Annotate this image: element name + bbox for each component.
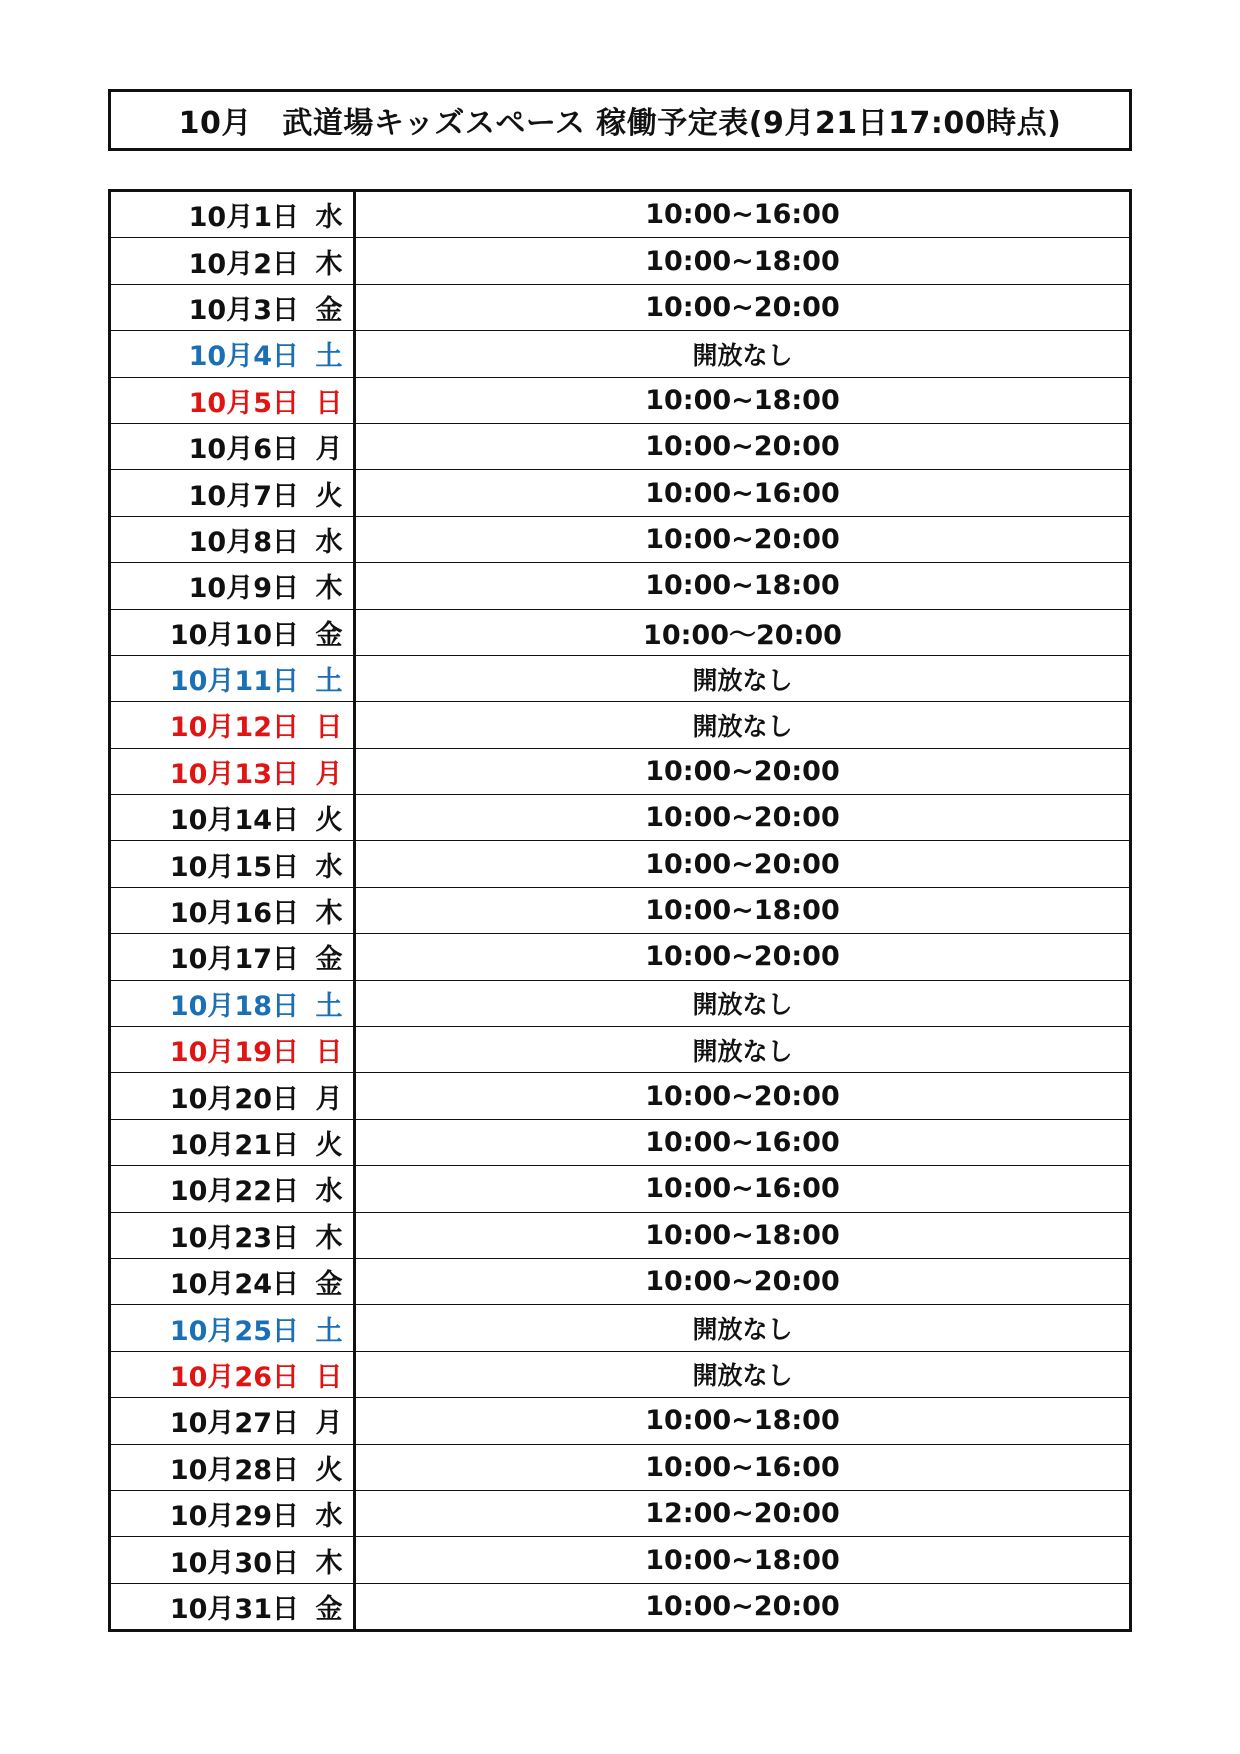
- hours-cell: [355, 1444, 1131, 1490]
- day-of-week-label: 木: [315, 1222, 343, 1254]
- table-row: [110, 702, 1131, 748]
- hours-cell: [355, 563, 1131, 609]
- date-label: 10月24日: [169, 1269, 299, 1301]
- opening-hours: 10:00~16:00: [645, 1173, 840, 1205]
- opening-hours: 開放なし: [692, 711, 793, 741]
- hours-cell: [355, 1490, 1131, 1536]
- day-of-week-label: 月: [315, 758, 343, 790]
- date-label: 10月22日: [169, 1176, 299, 1208]
- day-of-week-label: 木: [315, 573, 343, 605]
- date-label: 10月7日: [188, 480, 299, 512]
- table-row: [110, 1305, 1131, 1351]
- hours-cell: [355, 934, 1131, 980]
- day-of-week-label: 日: [315, 1361, 343, 1393]
- day-of-week-label: 日: [315, 1037, 343, 1069]
- hours-cell: [355, 1166, 1131, 1212]
- opening-hours: 10:00~18:00: [645, 1219, 840, 1251]
- date-label: 10月1日: [188, 202, 299, 234]
- table-row: [110, 470, 1131, 516]
- hours-cell: [355, 191, 1131, 238]
- table-row: [110, 1258, 1131, 1304]
- hours-cell: [355, 423, 1131, 469]
- table-row: [110, 331, 1131, 377]
- table-row: [110, 1119, 1131, 1165]
- date-label: 10月28日: [169, 1454, 299, 1486]
- day-of-week-label: 火: [315, 805, 343, 837]
- opening-hours: 10:00~16:00: [645, 477, 840, 509]
- opening-hours: 10:00~20:00: [645, 802, 840, 834]
- hours-cell: [355, 1398, 1131, 1444]
- hours-cell: [355, 1212, 1131, 1258]
- opening-hours: 開放なし: [692, 1315, 793, 1345]
- table-row: [110, 516, 1131, 562]
- date-cell: [110, 1258, 355, 1304]
- day-of-week-label: 月: [315, 1083, 343, 1115]
- date-cell: [110, 191, 355, 238]
- date-cell: [110, 1398, 355, 1444]
- date-label: 10月27日: [169, 1408, 299, 1440]
- day-of-week-label: 土: [315, 666, 343, 698]
- table-row: [110, 284, 1131, 330]
- hours-cell: [355, 1073, 1131, 1119]
- hours-cell: [355, 1027, 1131, 1073]
- opening-hours: 開放なし: [692, 1361, 793, 1391]
- opening-hours: 10:00~18:00: [645, 1405, 840, 1437]
- opening-hours: 10:00~16:00: [645, 1127, 840, 1158]
- day-of-week-label: 土: [315, 1315, 343, 1347]
- date-cell: [110, 377, 355, 423]
- date-label: 10月30日: [169, 1547, 299, 1579]
- date-label: 10月13日: [169, 758, 299, 790]
- table-row: [110, 191, 1131, 238]
- date-cell: [110, 1119, 355, 1165]
- date-cell: [110, 1305, 355, 1351]
- day-of-week-label: 日: [315, 387, 343, 419]
- date-label: 10月2日: [188, 248, 299, 280]
- opening-hours: 10:00~20:00: [645, 848, 840, 880]
- date-cell: [110, 1027, 355, 1073]
- opening-hours: 10:00~18:00: [645, 245, 840, 277]
- date-cell: [110, 655, 355, 701]
- date-cell: [110, 841, 355, 887]
- date-label: 10月25日: [169, 1315, 299, 1347]
- opening-hours: 10:00~20:00: [645, 523, 840, 555]
- table-row: [110, 655, 1131, 701]
- table-row: [110, 1166, 1131, 1212]
- hours-cell: [355, 748, 1131, 794]
- date-label: 10月19日: [169, 1037, 299, 1069]
- hours-cell: [355, 980, 1131, 1026]
- day-of-week-label: 水: [315, 202, 343, 234]
- hours-cell: [355, 841, 1131, 887]
- date-cell: [110, 423, 355, 469]
- day-of-week-label: 金: [315, 944, 343, 976]
- opening-hours: 10:00~16:00: [645, 199, 840, 231]
- date-cell: [110, 1537, 355, 1583]
- date-cell: [110, 748, 355, 794]
- table-row: [110, 238, 1131, 284]
- date-label: 10月3日: [188, 294, 299, 326]
- day-of-week-label: 火: [315, 480, 343, 512]
- opening-hours: 10:00~20:00: [645, 941, 840, 973]
- date-cell: [110, 887, 355, 933]
- date-label: 10月29日: [169, 1501, 299, 1533]
- day-of-week-label: 木: [315, 898, 343, 930]
- table-row: [110, 609, 1131, 655]
- table-row: [110, 748, 1131, 794]
- hours-cell: [355, 1258, 1131, 1304]
- opening-hours: 10:00~18:00: [645, 1544, 840, 1576]
- opening-hours: 10:00~18:00: [645, 895, 840, 927]
- date-label: 10月26日: [169, 1361, 299, 1393]
- table-row: [110, 1490, 1131, 1536]
- table-row: [110, 1027, 1131, 1073]
- opening-hours: 開放なし: [692, 990, 793, 1020]
- opening-hours: 開放なし: [692, 665, 793, 695]
- day-of-week-label: 月: [315, 434, 343, 466]
- date-label: 10月14日: [169, 805, 299, 837]
- hours-cell: [355, 1583, 1131, 1630]
- date-cell: [110, 470, 355, 516]
- date-label: 10月6日: [188, 434, 299, 466]
- table-row: [110, 563, 1131, 609]
- day-of-week-label: 月: [315, 1408, 343, 1440]
- date-label: 10月15日: [169, 851, 299, 883]
- date-cell: [110, 516, 355, 562]
- hours-cell: [355, 284, 1131, 330]
- opening-hours: 開放なし: [692, 340, 793, 370]
- hours-cell: [355, 238, 1131, 284]
- hours-cell: [355, 1119, 1131, 1165]
- date-cell: [110, 609, 355, 655]
- date-label: 10月11日: [169, 666, 299, 698]
- schedule-table-body: [110, 191, 1131, 1631]
- hours-cell: [355, 795, 1131, 841]
- table-row: [110, 1583, 1131, 1630]
- date-label: 10月17日: [169, 944, 299, 976]
- table-row: [110, 423, 1131, 469]
- opening-hours: 10:00~20:00: [645, 1080, 840, 1112]
- day-of-week-label: 金: [315, 1593, 343, 1625]
- day-of-week-label: 水: [315, 526, 343, 558]
- opening-hours: 10:00~20:00: [645, 1266, 840, 1298]
- table-row: [110, 377, 1131, 423]
- date-cell: [110, 1444, 355, 1490]
- date-cell: [110, 1490, 355, 1536]
- opening-hours: 10:00~18:00: [645, 570, 840, 602]
- day-of-week-label: 木: [315, 248, 343, 280]
- date-cell: [110, 238, 355, 284]
- day-of-week-label: 金: [315, 619, 343, 651]
- day-of-week-label: 火: [315, 1130, 343, 1161]
- table-row: [110, 1351, 1131, 1397]
- day-of-week-label: 水: [315, 851, 343, 883]
- table-row: [110, 980, 1131, 1026]
- hours-cell: [355, 655, 1131, 701]
- date-label: 10月12日: [169, 712, 299, 744]
- hours-cell: [355, 516, 1131, 562]
- date-label: 10月18日: [169, 990, 299, 1022]
- date-cell: [110, 795, 355, 841]
- day-of-week-label: 土: [315, 990, 343, 1022]
- date-label: 10月5日: [188, 387, 299, 419]
- hours-cell: [355, 377, 1131, 423]
- day-of-week-label: 金: [315, 1269, 343, 1301]
- table-row: [110, 1444, 1131, 1490]
- opening-hours: 12:00~20:00: [645, 1498, 840, 1530]
- date-label: 10月4日: [188, 341, 299, 373]
- day-of-week-label: 土: [315, 341, 343, 373]
- date-label: 10月8日: [188, 526, 299, 558]
- hours-cell: [355, 1537, 1131, 1583]
- day-of-week-label: 火: [315, 1454, 343, 1486]
- opening-hours: 10:00~20:00: [645, 291, 840, 323]
- hours-cell: [355, 887, 1131, 933]
- date-cell: [110, 563, 355, 609]
- page-title: [108, 89, 1132, 151]
- table-row: [110, 795, 1131, 841]
- hours-cell: [355, 1351, 1131, 1397]
- date-cell: [110, 702, 355, 748]
- date-cell: [110, 1166, 355, 1212]
- date-label: 10月20日: [169, 1083, 299, 1115]
- date-cell: [110, 1583, 355, 1630]
- date-label: 10月9日: [188, 573, 299, 605]
- date-cell: [110, 1073, 355, 1119]
- day-of-week-label: 水: [315, 1501, 343, 1533]
- day-of-week-label: 水: [315, 1176, 343, 1208]
- table-row: [110, 1212, 1131, 1258]
- date-cell: [110, 934, 355, 980]
- date-cell: [110, 980, 355, 1026]
- date-cell: [110, 331, 355, 377]
- opening-hours: 10:00~20:00: [645, 755, 840, 787]
- hours-cell: [355, 609, 1131, 655]
- hours-cell: [355, 331, 1131, 377]
- hours-cell: [355, 470, 1131, 516]
- date-label: 10月31日: [169, 1593, 299, 1625]
- day-of-week-label: 木: [315, 1547, 343, 1579]
- schedule-table: [108, 189, 1132, 1632]
- date-label: 10月23日: [169, 1222, 299, 1254]
- opening-hours: 10:00~16:00: [645, 1451, 840, 1483]
- table-row: [110, 887, 1131, 933]
- hours-cell: [355, 702, 1131, 748]
- day-of-week-label: 金: [315, 294, 343, 326]
- date-cell: [110, 1212, 355, 1258]
- table-row: [110, 1537, 1131, 1583]
- opening-hours: 10:00~18:00: [645, 384, 840, 416]
- hours-cell: [355, 1305, 1131, 1351]
- date-cell: [110, 1351, 355, 1397]
- date-cell: [110, 284, 355, 330]
- date-label: 10月21日: [169, 1130, 299, 1161]
- day-of-week-label: 日: [315, 712, 343, 744]
- page-title-text: 10月 武道場キッズスペース 稼働予定表(9月21日17:00時点): [178, 106, 1062, 141]
- date-label: 10月16日: [169, 898, 299, 930]
- opening-hours: 開放なし: [692, 1036, 793, 1066]
- opening-hours: 10:00~20:00: [645, 1590, 840, 1622]
- table-row: [110, 1073, 1131, 1119]
- opening-hours: 10:00～20:00: [643, 619, 842, 651]
- date-label: 10月10日: [169, 619, 299, 651]
- table-row: [110, 1398, 1131, 1444]
- table-row: [110, 841, 1131, 887]
- opening-hours: 10:00~20:00: [645, 431, 840, 463]
- table-row: [110, 934, 1131, 980]
